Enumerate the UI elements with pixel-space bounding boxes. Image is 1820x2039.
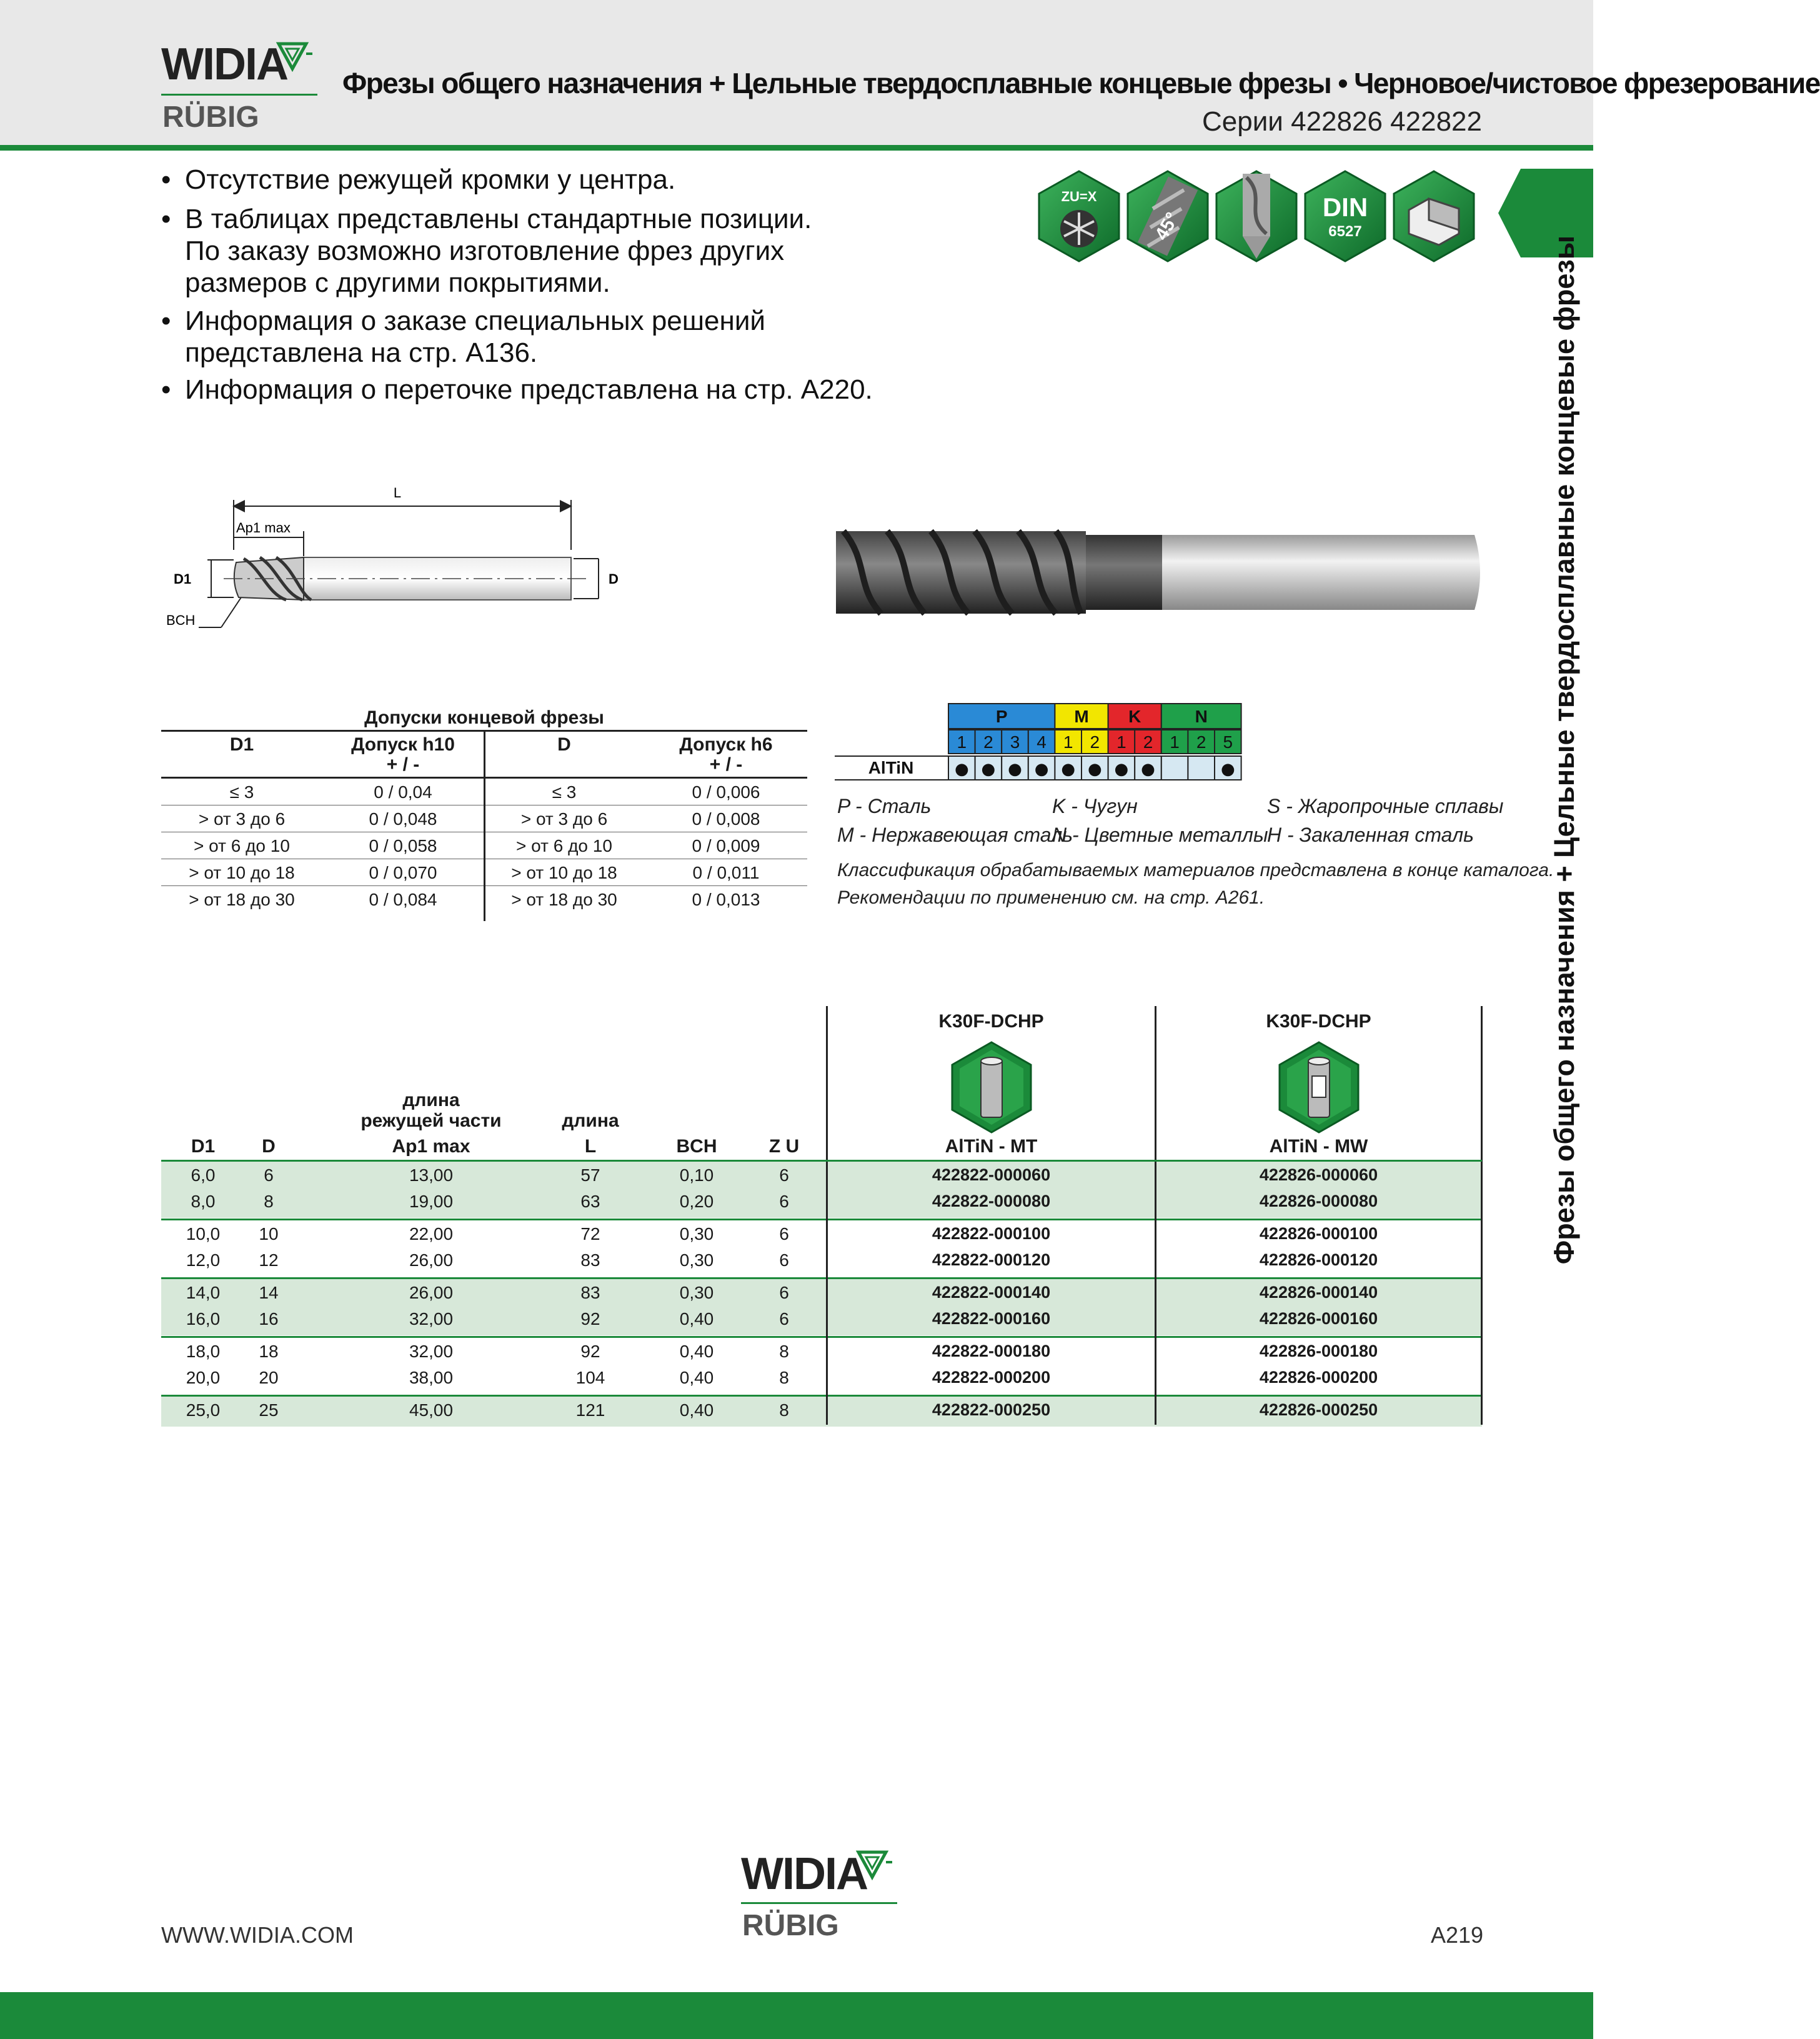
cell-ap1: 19,00	[409, 1192, 454, 1211]
cell-zu: 8	[779, 1368, 789, 1387]
cell-d1: 8,0	[191, 1192, 216, 1211]
material-mark: ●	[1220, 760, 1235, 779]
header-series: Серии 422826 422822	[1202, 106, 1482, 137]
col-divider	[1481, 1162, 1483, 1425]
cell-d: 18	[259, 1342, 279, 1361]
order-code[interactable]: 422822-000060	[932, 1165, 1051, 1184]
legend-s: S - Жаропрочные сплавы	[1267, 795, 1504, 817]
material-group-label: N	[1195, 707, 1208, 726]
cell-d: 25	[259, 1400, 279, 1420]
cell-bch: 0,30	[679, 1224, 714, 1244]
material-sub-label: 5	[1223, 732, 1233, 752]
end-mill-photo	[831, 530, 1486, 615]
grade-right: K30F-DCHP	[1266, 1011, 1371, 1032]
order-code[interactable]: 422822-000140	[932, 1283, 1051, 1302]
cell-d1: 6,0	[191, 1165, 216, 1185]
label-l: L	[393, 485, 402, 501]
tolerance-cell: 0 / 0,04	[374, 782, 432, 802]
tol-h-h6-sub: + / -	[709, 754, 743, 775]
weldon-shank-icon	[1277, 1041, 1361, 1134]
drill-point-icon	[1216, 171, 1296, 261]
cell-d: 6	[264, 1165, 274, 1185]
tolerance-cell: > от 10 до 18	[189, 863, 295, 882]
cell-bch: 0,40	[679, 1342, 714, 1361]
order-code[interactable]: 422822-000080	[932, 1192, 1051, 1210]
col-divider	[826, 1162, 828, 1425]
order-code[interactable]: 422826-000200	[1259, 1368, 1378, 1387]
material-mark-cell	[1161, 756, 1188, 780]
label-d1: D1	[174, 571, 192, 587]
order-code[interactable]: 422822-000180	[932, 1342, 1051, 1360]
bullet-text-line: представлена на стр. A136.	[185, 337, 538, 368]
bullet-text: Информация о переточке представлена на стр. A220.	[185, 374, 873, 405]
cell-ap1: 32,00	[409, 1309, 454, 1329]
material-group-label: M	[1074, 707, 1089, 726]
tolerance-cell: 0 / 0,070	[369, 863, 437, 882]
cell-l: 104	[575, 1368, 605, 1387]
order-code[interactable]: 422822-000160	[932, 1309, 1051, 1328]
tolerance-cell: > от 3 до 6	[198, 809, 286, 829]
cell-l: 121	[575, 1400, 605, 1420]
table-row	[0, 1248, 1593, 1274]
bullet-3	[161, 305, 765, 369]
cell-ap1: 26,00	[409, 1283, 454, 1302]
cell-d1: 10,0	[186, 1224, 221, 1244]
col-divider	[1155, 1162, 1156, 1425]
bullet-1	[161, 164, 675, 196]
tolerance-cell: ≤ 3	[229, 782, 254, 802]
material-mark: ●	[1061, 760, 1076, 779]
cell-l: 63	[580, 1192, 600, 1211]
tolerance-cell: > от 10 до 18	[511, 863, 617, 882]
tolerance-cell: 0 / 0,048	[369, 809, 437, 829]
tolerance-cell: > от 3 до 6	[520, 809, 608, 829]
material-row-label: AlTiN	[868, 758, 914, 777]
cell-bch: 0,30	[679, 1250, 714, 1270]
cell-bch: 0,30	[679, 1283, 714, 1302]
header-title: Фрезы общего назначения + Цельные твердосплавные концевые фрезы • Черновое/чистовое фрезерование	[342, 67, 1820, 99]
din-label: DIN	[1322, 192, 1368, 222]
order-code[interactable]: 422822-000100	[932, 1224, 1051, 1243]
widia-triangle-icon	[857, 1850, 892, 1880]
tol-h-h10-sub: + / -	[386, 754, 420, 775]
h-d1: D1	[191, 1136, 216, 1157]
din-6527-icon	[1305, 171, 1385, 261]
tolerance-cell: 0 / 0,009	[692, 836, 760, 855]
order-code[interactable]: 422826-000100	[1259, 1224, 1378, 1243]
bullet-text: Отсутствие режущей кромки у центра.	[185, 164, 676, 195]
h-ap1-line2: режущей части	[361, 1110, 502, 1131]
bullet-text-line: Информация о заказе специальных решений	[185, 306, 765, 336]
cell-bch: 0,10	[679, 1165, 714, 1185]
h-l-line2: L	[584, 1136, 597, 1157]
cell-l: 72	[580, 1224, 600, 1244]
cell-ap1: 13,00	[409, 1165, 454, 1185]
material-group-label: P	[995, 707, 1008, 726]
cell-bch: 0,40	[679, 1309, 714, 1329]
tol-h-h6: Допуск h6	[679, 734, 773, 755]
legend-m: M - Нержавеющая сталь	[837, 824, 1073, 846]
zu-x-icon	[1039, 171, 1119, 261]
material-mark: ●	[1008, 760, 1022, 779]
cell-ap1: 26,00	[409, 1250, 454, 1270]
cell-zu: 6	[779, 1250, 789, 1270]
bullet-dot: •	[161, 306, 171, 336]
cell-d1: 20,0	[186, 1368, 221, 1387]
feature-icons	[1034, 164, 1484, 264]
h-d: D	[262, 1136, 276, 1157]
cell-d: 14	[259, 1283, 279, 1302]
order-code[interactable]: 422826-000060	[1259, 1165, 1378, 1184]
order-code[interactable]: 422826-000120	[1259, 1250, 1378, 1269]
material-sub-label: 2	[1143, 732, 1153, 752]
header-divider	[0, 145, 1593, 151]
footer-logo: WIDIA RÜBIG	[741, 1848, 897, 1942]
tolerance-vertical-divider	[484, 732, 485, 921]
tol-h-d: D	[557, 734, 571, 755]
material-sub-label: 1	[1116, 732, 1126, 752]
main-table-rule	[161, 1336, 1482, 1338]
tolerance-cell: 0 / 0,084	[369, 890, 437, 909]
cell-ap1: 22,00	[409, 1224, 454, 1244]
material-sub-label: 2	[983, 732, 993, 752]
legend-n: N - Цветные металлы	[1052, 824, 1268, 846]
table-row	[0, 1339, 1593, 1365]
table-row	[0, 1280, 1593, 1307]
legend-h: H - Закаленная сталь	[1267, 824, 1474, 846]
header-logo: WIDIA RÜBIG	[161, 39, 317, 132]
zu-x-label: ZU=X	[1061, 189, 1097, 204]
h-bch: BCH	[676, 1136, 717, 1157]
tolerance-cell: ≤ 3	[552, 782, 577, 802]
material-sub-label: 1	[1063, 732, 1073, 752]
end-mill-drawing	[161, 475, 636, 637]
label-d: D	[609, 571, 619, 587]
order-code[interactable]: 422826-000140	[1259, 1283, 1378, 1302]
table-row	[0, 1163, 1593, 1189]
cell-bch: 0,40	[679, 1400, 714, 1420]
tolerance-cell: 0 / 0,013	[692, 890, 760, 909]
cell-ap1: 45,00	[409, 1400, 454, 1420]
order-code[interactable]: 422826-000080	[1259, 1192, 1378, 1210]
tolerance-cell: > от 6 до 10	[194, 836, 290, 855]
cell-ap1: 32,00	[409, 1342, 454, 1361]
material-group-label: K	[1128, 707, 1141, 726]
cell-bch: 0,40	[679, 1368, 714, 1387]
angle-label: 45°	[1151, 209, 1183, 244]
tolerance-cell: 0 / 0,006	[692, 782, 760, 802]
cell-l: 83	[580, 1283, 600, 1302]
cell-d: 20	[259, 1368, 279, 1387]
cell-bch: 0,20	[679, 1192, 714, 1211]
legend-note-recommendations: Рекомендации по применению см. на стр. A261.	[837, 887, 1265, 908]
cell-d: 8	[264, 1192, 274, 1211]
cell-l: 92	[580, 1309, 600, 1329]
tolerance-cell: > от 18 до 30	[511, 890, 617, 909]
bullet-2	[161, 203, 812, 299]
bullet-text-line: размеров с другими покрытиями.	[185, 267, 610, 298]
cell-zu: 6	[779, 1224, 789, 1244]
table-row	[0, 1307, 1593, 1333]
tolerance-title: Допуски концевой фрезы	[364, 707, 604, 728]
bullet-dot: •	[161, 164, 171, 195]
tolerance-cell: > от 18 до 30	[189, 890, 295, 909]
legend-p: P - Сталь	[837, 795, 932, 817]
bullet-dot: •	[161, 374, 171, 405]
cell-d1: 14,0	[186, 1283, 221, 1302]
tolerance-cell: 0 / 0,058	[369, 836, 437, 855]
order-code[interactable]: 422826-000160	[1259, 1309, 1378, 1328]
material-mark: ●	[1087, 760, 1102, 779]
bullet-text-line: По заказу возможно изготовление фрез других	[185, 236, 785, 266]
material-mark: ●	[1141, 760, 1155, 779]
material-mark: ●	[954, 760, 969, 779]
h-l-line1: длина	[562, 1110, 619, 1131]
cell-d1: 16,0	[186, 1309, 221, 1329]
material-mark-cell	[1188, 756, 1215, 780]
din-number: 6527	[1328, 223, 1362, 240]
cell-d: 12	[259, 1250, 279, 1270]
legend-note-classification: Классификация обрабатываемых материалов представлена в конце каталога.	[837, 860, 1554, 880]
material-mark: ●	[1114, 760, 1129, 779]
cell-ap1: 38,00	[409, 1368, 454, 1387]
material-grid	[835, 702, 1497, 790]
table-row	[0, 1398, 1593, 1424]
page-number: A219	[1431, 1922, 1484, 1948]
coat-right: AlTiN - MW	[1269, 1136, 1368, 1157]
logo-rule	[161, 94, 317, 96]
cell-zu: 6	[779, 1192, 789, 1211]
label-bch: BCH	[166, 612, 196, 628]
h-zu: Z U	[768, 1136, 800, 1157]
material-mark: ●	[981, 760, 996, 779]
tolerance-cell: 0 / 0,008	[692, 809, 760, 829]
solid-shank-icon	[950, 1041, 1033, 1134]
cell-zu: 6	[779, 1283, 789, 1302]
bullet-4	[161, 374, 873, 406]
table-row	[0, 1222, 1593, 1248]
material-sub-label: 2	[1196, 732, 1206, 752]
tolerance-cell: > от 6 до 10	[516, 836, 612, 855]
order-code[interactable]: 422822-000250	[932, 1400, 1051, 1419]
cell-zu: 8	[779, 1342, 789, 1361]
grade-left: K30F-DCHP	[938, 1011, 1044, 1032]
cell-d1: 12,0	[186, 1250, 221, 1270]
order-code[interactable]: 422822-000200	[932, 1368, 1051, 1387]
h-ap1-line3: Ap1 max	[392, 1136, 470, 1157]
cell-zu: 6	[779, 1165, 789, 1185]
main-table-rule	[161, 1219, 1482, 1220]
material-mark: ●	[1034, 760, 1049, 779]
cell-l: 92	[580, 1342, 600, 1361]
material-sub-label: 2	[1090, 732, 1100, 752]
widia-triangle-icon	[277, 41, 312, 71]
material-sub-label: 1	[1170, 732, 1180, 752]
material-sub-label: 1	[957, 732, 967, 752]
material-sub-label: 3	[1010, 732, 1020, 752]
cell-l: 57	[580, 1165, 600, 1185]
order-code[interactable]: 422826-000180	[1259, 1342, 1378, 1360]
logo-rule	[741, 1902, 897, 1904]
shoulder-milling-icon	[1394, 171, 1474, 261]
cell-zu: 6	[779, 1309, 789, 1329]
cell-d1: 25,0	[186, 1400, 221, 1420]
tol-h-d1: D1	[229, 734, 254, 755]
tolerance-table	[161, 706, 807, 913]
legend-k: K - Чугун	[1052, 795, 1138, 817]
cell-zu: 8	[779, 1400, 789, 1420]
order-code[interactable]: 422822-000120	[932, 1250, 1051, 1269]
material-sub-label: 4	[1037, 732, 1047, 752]
order-code[interactable]: 422826-000250	[1259, 1400, 1378, 1419]
cell-d: 16	[259, 1309, 279, 1329]
bullet-text-line: В таблицах представлены стандартные позиции.	[185, 204, 812, 234]
table-row	[0, 1365, 1593, 1392]
tolerance-cell: 0 / 0,011	[692, 863, 760, 882]
helix-angle-icon	[1128, 171, 1208, 261]
tol-h-h10: Допуск h10	[351, 734, 455, 755]
footer-url: WWW.WIDIA.COM	[161, 1922, 354, 1948]
cell-l: 83	[580, 1250, 600, 1270]
cell-d1: 18,0	[186, 1342, 221, 1361]
bullet-dot: •	[161, 204, 171, 234]
h-ap1-line1: длина	[402, 1090, 460, 1110]
label-ap1: Ap1 max	[236, 520, 291, 536]
side-section-title: Фрезы общего назначения + Цельные твердосплавные концевые фрезы	[1548, 235, 1580, 1265]
table-row	[0, 1189, 1593, 1215]
cell-d: 10	[259, 1224, 279, 1244]
coat-left: AlTiN - MT	[945, 1136, 1038, 1157]
footer-bar	[0, 1992, 1593, 2039]
